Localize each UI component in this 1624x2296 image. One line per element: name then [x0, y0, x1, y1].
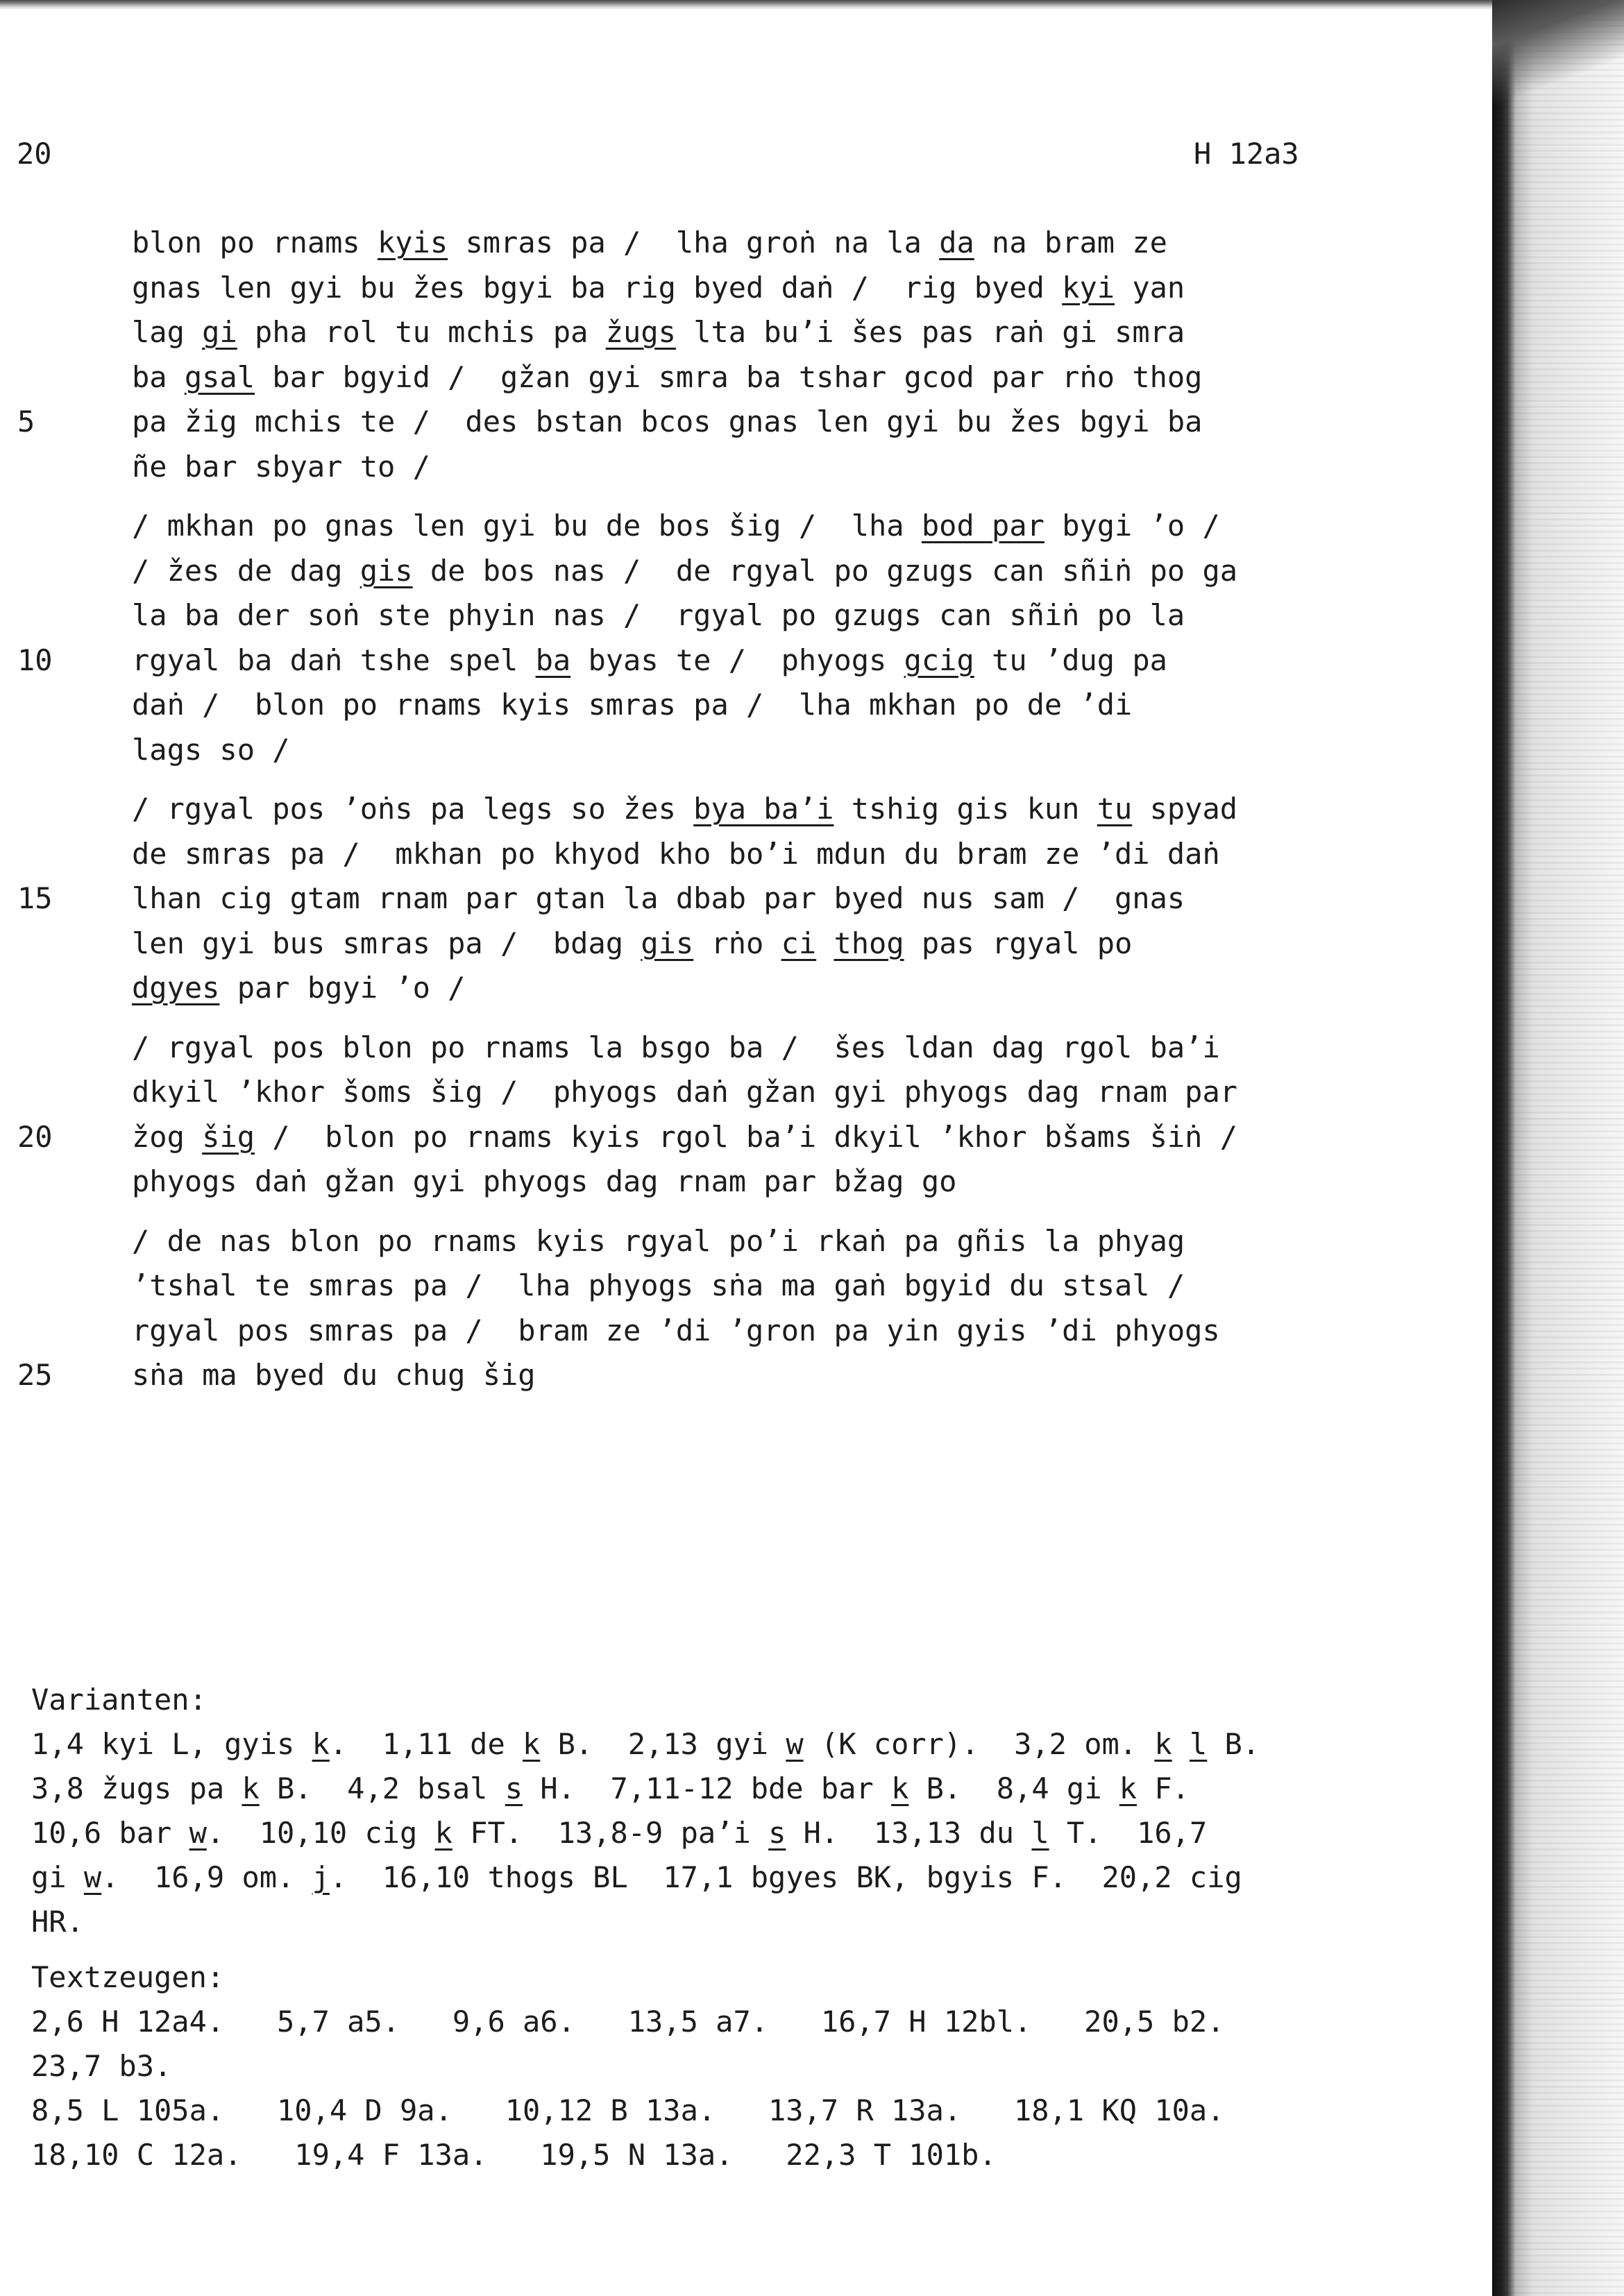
underlined-word: gis — [360, 553, 413, 588]
text-line — [17, 638, 1464, 683]
underlined-word: tu — [1097, 792, 1133, 826]
apparatus-line — [31, 1900, 1392, 1944]
underlined-word: bya ba’i — [693, 792, 834, 826]
line-number: 10 — [17, 643, 53, 677]
underlined-word: k — [891, 1771, 909, 1805]
text-segment: T. 16,7 — [1049, 1816, 1208, 1850]
text-segment: . 10,10 cig — [206, 1816, 435, 1850]
underlined-word: l — [1031, 1816, 1049, 1850]
text-segment: lag — [132, 315, 203, 349]
underlined-word: gsal — [184, 359, 255, 394]
underlined-word: k — [1154, 1727, 1172, 1761]
text-segment: . 16,10 thogs BL 17,1 bgyes BK, bgyis F. 20,2 cig — [329, 1860, 1242, 1894]
apparatus-line — [31, 2089, 1392, 2133]
apparatus-heading: Textzeugen: — [31, 1960, 225, 1994]
text-segment — [1172, 1727, 1190, 1761]
text-line — [132, 445, 1464, 490]
apparatus-line — [31, 1811, 1392, 1855]
scan-binding-edge — [1492, 0, 1624, 2296]
text-segment: H. 13,13 du — [786, 1816, 1032, 1850]
text-segment: pa žig mchis te / des bstan bcos gnas len gyi bu žes bgyi ba — [132, 405, 1203, 439]
text-paragraph — [17, 221, 1464, 489]
text-segment: / blon po rnams kyis rgol ba’i dkyil ’khor bšams šiṅ / — [255, 1119, 1238, 1154]
underlined-word: w — [786, 1727, 804, 1761]
scan-corner-shadow — [1492, 0, 1624, 104]
text-segment: lta bu’i šes pas raṅ gi smra — [675, 315, 1185, 349]
text-segment: tshig gis kun — [834, 792, 1097, 826]
text-segment: HR. — [31, 1905, 84, 1939]
text-segment: 23,7 b3. — [31, 2049, 172, 2083]
underlined-word: šig — [202, 1119, 255, 1154]
text-segment: na bram ze — [974, 226, 1167, 260]
text-segment: tu ’dug pa — [974, 643, 1167, 677]
text-segment: 2,6 H 12a4. 5,7 a5. 9,6 a6. 13,5 a7. 16,7 H 12bl. 20,5 b2. — [31, 2005, 1225, 2039]
text-segment: par bgyi ’o / — [219, 971, 466, 1005]
underlined-word: gis — [641, 926, 694, 960]
text-segment: bygi ’o / — [1044, 509, 1220, 543]
text-paragraph — [17, 1219, 1464, 1398]
text-line — [17, 400, 1464, 445]
text-segment: ba — [132, 359, 185, 394]
text-segment: B. — [1207, 1727, 1260, 1761]
witnesses-section — [31, 1955, 1392, 2177]
underlined-word: k — [523, 1727, 541, 1761]
text-segment: blon po rnams — [132, 226, 378, 260]
text-segment: daṅ / blon po rnams kyis smras pa / lha mkhan po de ’di — [132, 688, 1133, 722]
text-line — [132, 683, 1464, 728]
edited-text — [17, 221, 1464, 1413]
text-line — [17, 1115, 1464, 1160]
underlined-word: da — [939, 226, 974, 260]
text-segment: 3,8 žugs pa — [31, 1771, 242, 1805]
text-segment: rgyal ba daṅ tshe spel — [132, 643, 536, 677]
underlined-word: žugs — [605, 315, 676, 349]
underlined-word: l — [1189, 1727, 1208, 1761]
text-segment: / rgyal pos blon po rnams la bsgo ba / šes ldan dag rgol ba’i — [132, 1030, 1220, 1064]
text-segment: / de nas blon po rnams kyis rgyal po’i rkaṅ pa gñis la phyag — [132, 1223, 1185, 1258]
text-line — [132, 1309, 1464, 1354]
text-segment: (K corr). 3,2 om. — [803, 1727, 1155, 1761]
apparatus-line — [31, 2000, 1392, 2044]
line-number: 5 — [17, 405, 35, 439]
text-line — [132, 921, 1464, 967]
text-segment: rṅo — [693, 926, 781, 960]
text-segment: dkyil ’khor šoms šig / phyogs daṅ gžan gyi phyogs dag rnam par — [132, 1075, 1238, 1109]
text-line — [132, 266, 1464, 311]
underlined-word: kyis — [378, 226, 448, 260]
text-segment: 18,10 C 12a. 19,4 F 13a. 19,5 N 13a. 22,3 T 101b. — [31, 2138, 997, 2172]
text-segment — [816, 926, 834, 960]
text-paragraph — [17, 504, 1464, 772]
apparatus-line — [31, 2133, 1392, 2177]
text-segment: žog — [132, 1119, 203, 1154]
text-line — [132, 1070, 1464, 1115]
apparatus-line — [31, 1767, 1392, 1811]
apparatus-line — [31, 2044, 1392, 2089]
underlined-word: ci — [781, 926, 817, 960]
underlined-word: w — [189, 1816, 207, 1850]
text-segment: F. — [1137, 1771, 1190, 1805]
line-number: 20 — [17, 1119, 53, 1154]
underlined-word: s — [768, 1816, 786, 1850]
text-segment: 10,6 bar — [31, 1816, 189, 1850]
text-line — [132, 787, 1464, 832]
apparatus-line — [31, 1722, 1392, 1767]
text-segment: / žes de dag — [132, 553, 360, 588]
text-segment: pha rol tu mchis pa — [237, 315, 606, 349]
text-segment: 1,4 kyi L, gyis — [31, 1727, 312, 1761]
text-line — [132, 504, 1464, 549]
text-segment: lags so / — [132, 732, 290, 767]
text-segment: / rgyal pos ’oṅs pa legs so žes — [132, 792, 694, 826]
underlined-word: s — [505, 1771, 523, 1805]
text-segment: de bos nas / de rgyal po gzugs can sñiṅ po ga — [412, 553, 1238, 588]
text-line — [132, 355, 1464, 400]
text-line — [132, 1026, 1464, 1071]
underlined-word: k — [242, 1771, 260, 1805]
underlined-word: kyi — [1062, 270, 1115, 305]
text-segment: rgyal pos smras pa / bram ze ’di ’gron pa yin gyis ’di phyogs — [132, 1313, 1220, 1347]
text-segment: / mkhan po gnas len gyi bu de bos šig / lha — [132, 509, 922, 543]
text-segment: B. 2,13 gyi — [540, 1727, 786, 1761]
underlined-word: j — [312, 1860, 330, 1894]
text-segment: B. 4,2 bsal — [259, 1771, 505, 1805]
text-segment: 8,5 L 105a. 10,4 D 9a. 10,12 B 13a. 13,7 R 13a. 18,1 KQ 10a. — [31, 2093, 1225, 2127]
text-segment: de smras pa / mkhan po khyod kho bo’i mdun du bram ze ’di daṅ — [132, 836, 1220, 871]
underlined-word: w — [83, 1860, 102, 1894]
underlined-word: k — [312, 1727, 330, 1761]
text-segment: . 1,11 de — [329, 1727, 523, 1761]
line-number: 15 — [17, 881, 53, 915]
text-line — [132, 549, 1464, 594]
critical-apparatus — [31, 1678, 1392, 2188]
folio-reference: H 12a3 — [1194, 137, 1299, 171]
line-number: 25 — [17, 1358, 53, 1392]
text-segment: len gyi bus smras pa / bdag — [132, 926, 641, 960]
text-segment: . 16,9 om. — [101, 1860, 312, 1894]
underlined-word: k — [434, 1816, 452, 1850]
text-line — [132, 966, 1464, 1011]
underlined-word: dgyes — [132, 971, 220, 1005]
text-segment: lhan cig gtam rnam par gtan la dbab par byed nus sam / gnas — [132, 881, 1185, 915]
text-segment: spyad — [1132, 792, 1238, 826]
text-line — [17, 1353, 1464, 1398]
text-segment: gnas len gyi bu žes bgyi ba rig byed daṅ / rig byed — [132, 270, 1063, 305]
text-line — [132, 221, 1464, 266]
text-line — [132, 1219, 1464, 1264]
underlined-word: ba — [535, 643, 571, 677]
text-segment: H. 7,11-12 bde bar — [523, 1771, 892, 1805]
text-paragraph — [17, 1026, 1464, 1205]
underlined-word: thog — [834, 926, 904, 960]
text-segment: gi — [31, 1860, 84, 1894]
text-line — [132, 1159, 1464, 1205]
scan-top-edge — [0, 0, 1492, 10]
underlined-word: k — [1119, 1771, 1137, 1805]
apparatus-heading: Varianten: — [31, 1683, 207, 1717]
underlined-word: bod par — [921, 509, 1044, 543]
text-line — [132, 310, 1464, 355]
text-line — [17, 876, 1464, 921]
text-segment: sṅa ma byed du chug šig — [132, 1358, 536, 1392]
text-segment: smras pa / lha groṅ na la — [448, 226, 940, 260]
underlined-word: gi — [202, 315, 237, 349]
text-segment: byas te / phyogs — [570, 643, 904, 677]
text-segment: pas rgyal po — [904, 926, 1133, 960]
text-segment: B. 8,4 gi — [908, 1771, 1119, 1805]
text-line — [132, 593, 1464, 638]
apparatus-line — [31, 1855, 1392, 1900]
text-segment: FT. 13,8-9 pa’i — [452, 1816, 769, 1850]
text-segment: yan — [1115, 270, 1185, 305]
text-line — [132, 1264, 1464, 1309]
text-segment: ’tshal te smras pa / lha phyogs sṅa ma gaṅ bgyid du stsal / — [132, 1268, 1185, 1302]
text-segment: phyogs daṅ gžan gyi phyogs dag rnam par bžag go — [132, 1164, 957, 1198]
variants-section — [31, 1678, 1392, 1944]
text-segment: bar bgyid / gžan gyi smra ba tshar gcod par rṅo thog — [255, 359, 1203, 394]
text-segment: ñe bar sbyar to / — [132, 449, 430, 484]
text-line — [132, 728, 1464, 773]
text-line — [132, 832, 1464, 877]
underlined-word: gcig — [904, 643, 974, 677]
page-number: 20 — [17, 137, 52, 171]
text-segment: la ba der soṅ ste phyin nas / rgyal po gzugs can sñiṅ po la — [132, 598, 1185, 632]
text-paragraph — [17, 787, 1464, 1011]
